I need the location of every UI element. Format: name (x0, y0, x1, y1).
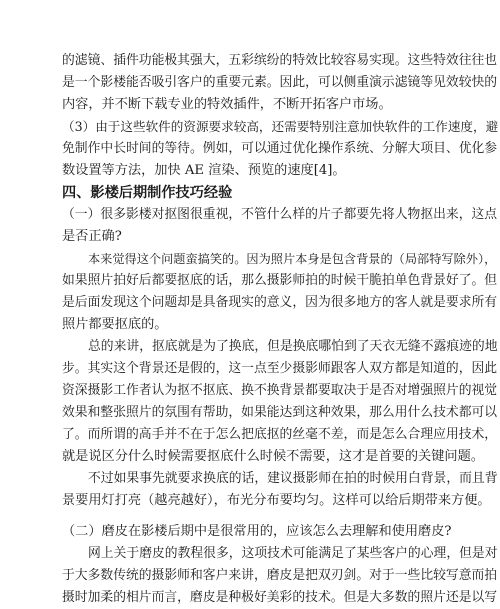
text-line: 网上关于磨皮的教程很多，这项技术可能满足了某些客户的心理，但是对 (88, 546, 498, 561)
text-line: 是否正确? (62, 229, 122, 244)
text-line: 效果和整张照片的氛围有帮助，如果能达到这种效果，那么用什么技术都可以 (62, 405, 498, 420)
text-line: （3）由于这些软件的资源要求较高，还需要特别注意加快软件的工作速度，避 (62, 119, 499, 134)
text-line: 是一个影楼能否吸引客户的重要元素。因此，可以侧重演示滤镜等见效较快的 (62, 75, 498, 90)
text-line: 景要用灯打亮（越亮越好），布光分布要均匀。这样可以给后期带来方便。 (62, 493, 491, 508)
text-line: 摄时加柔的相片而言，磨皮是种极好美彩的技术。但是大多数的照片还是以写 (62, 590, 498, 605)
text-line: 就是说区分什么时候需要抠底什么时候不需要，这才是首要的关键问题。 (62, 449, 484, 464)
section-heading: 四、影楼后期制作技巧经验 (62, 185, 233, 201)
text-line: 如果照片拍好后都要抠底的话，那么摄影师拍的时候干脆拍单色背景好了。但 (62, 273, 498, 288)
text-line: 了。而所谓的高手并不在于怎么把底抠的丝毫不差，而是怎么合理应用技术， (62, 427, 498, 442)
text-line: 步。其实这个背景还是假的，这一点至少摄影师跟客人双方都是知道的，因此 (62, 361, 498, 376)
text-line: 不过如果事先就要求换底的话，建议摄影师在拍的时候用白背景，而且背 (88, 471, 498, 486)
text-line: （一）很多影楼对抠图很重视，不管什么样的片子都要先将人物抠出来，这点 (62, 207, 498, 222)
text-line: 于大多数传统的摄影师和客户来讲，磨皮是把双刃剑。对于一些比较写意而拍 (62, 568, 498, 583)
text-line: 是后面发现这个问题却是具备现实的意义，因为很多地方的客人就是要求所有 (62, 295, 498, 310)
text-line: 照片都要抠底的。 (62, 317, 168, 332)
text-line: 内容，并不断下载专业的特效插件，不断开拓客户市场。 (62, 97, 392, 112)
subsection-question: （二）磨皮在影楼后期中是很常用的，应该怎么去理解和使用磨皮? (62, 524, 452, 539)
text-line: 总的来讲，抠底就是为了换底，但是换底哪怕到了天衣无缝不露痕迹的地 (88, 339, 498, 354)
text-line: 数设置等方法，加快 AE 渲染、预览的速度[4]。 (62, 163, 346, 178)
text-line: 本来觉得这个问题蛮搞笑的。因为照片本身是包含背景的（局部特写除外）， (88, 252, 497, 266)
text-line: 免制作中长时间的等待。例如，可以通过优化操作系统、分解大项目、优化参 (62, 141, 498, 156)
text-line: 资深摄影工作者认为抠不抠底、换不换背景都要取决于是否对增强照片的视觉 (62, 383, 498, 398)
text-line: 的滤镜、插件功能极其强大，五彩缤纷的特效比较容易实现。这些特效往往也 (62, 53, 498, 68)
